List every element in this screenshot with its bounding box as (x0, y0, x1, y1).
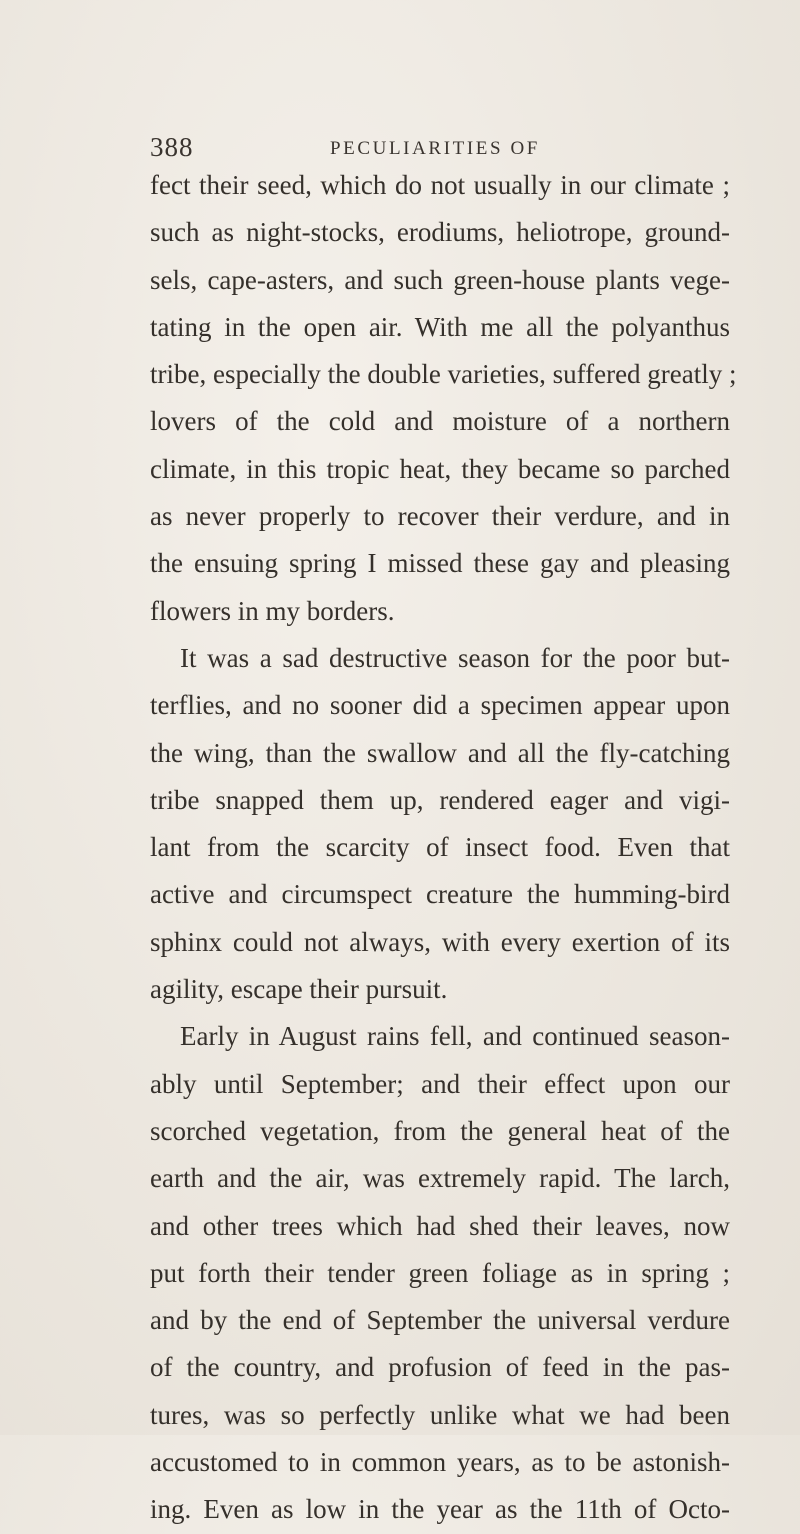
text-line: Early in August rains fell, and continued season- (180, 1021, 730, 1052)
running-title: PECULIARITIES OF (330, 138, 540, 159)
body-text (150, 162, 737, 1534)
text-line: of the country, and profusion of feed in the pas- (150, 1352, 730, 1383)
text-line: tribe snapped them up, rendered eager and vigi- (150, 784, 730, 815)
text-line: and by the end of September the universal verdure (150, 1305, 730, 1336)
text-line: scorched vegetation, from the general heat of the (150, 1115, 730, 1146)
text-line: fect their seed, which do not usually in our climate ; (150, 170, 730, 200)
text-line: flowers in my borders. (150, 595, 395, 626)
text-line: sphinx could not always, with every exertion of its (150, 926, 730, 957)
text-line: ably until September; and their effect upon our (150, 1068, 730, 1099)
text-line: earth and the air, was extremely rapid. The larch, (150, 1163, 730, 1194)
text-line: tating in the open air. With me all the polyanthus (150, 311, 730, 342)
text-line: terflies, and no sooner did a specimen appear upon (150, 690, 730, 721)
running-head (150, 132, 730, 166)
text-line: lovers of the cold and moisture of a northern (150, 406, 730, 437)
text-line: sels, cape-asters, and such green-house plants vege- (150, 264, 730, 295)
text-line: agility, escape their pursuit. (150, 974, 448, 1005)
text-line: such as night-stocks, erodiums, heliotrope, ground- (150, 217, 730, 248)
page-number: 388 (150, 132, 194, 162)
text-line: tures, was so perfectly unlike what we had been (150, 1399, 730, 1430)
text-line: active and circumspect creature the humming-bird (150, 879, 730, 910)
text-line: lant from the scarcity of insect food. Even that (150, 832, 730, 863)
text-line: the ensuing spring I missed these gay and pleasing (150, 548, 730, 579)
text-line: the wing, than the swallow and all the fly-catching (150, 737, 730, 768)
text-line: as never properly to recover their verdure, and in (150, 501, 730, 532)
text-line: put forth their tender green foliage as in spring ; (150, 1257, 730, 1288)
text-line: accustomed to in common years, as to be astonish- (150, 1447, 730, 1478)
text-line: ing. Even as low in the year as the 11th of Octo- (150, 1494, 730, 1525)
text-line: tribe, especially the double varieties, suffered greatly ; (150, 359, 737, 390)
text-line: climate, in this tropic heat, they became so parched (150, 453, 730, 484)
text-line: It was a sad destructive season for the poor but- (180, 642, 730, 673)
text-line: and other trees which had shed their leaves, now (150, 1210, 730, 1241)
